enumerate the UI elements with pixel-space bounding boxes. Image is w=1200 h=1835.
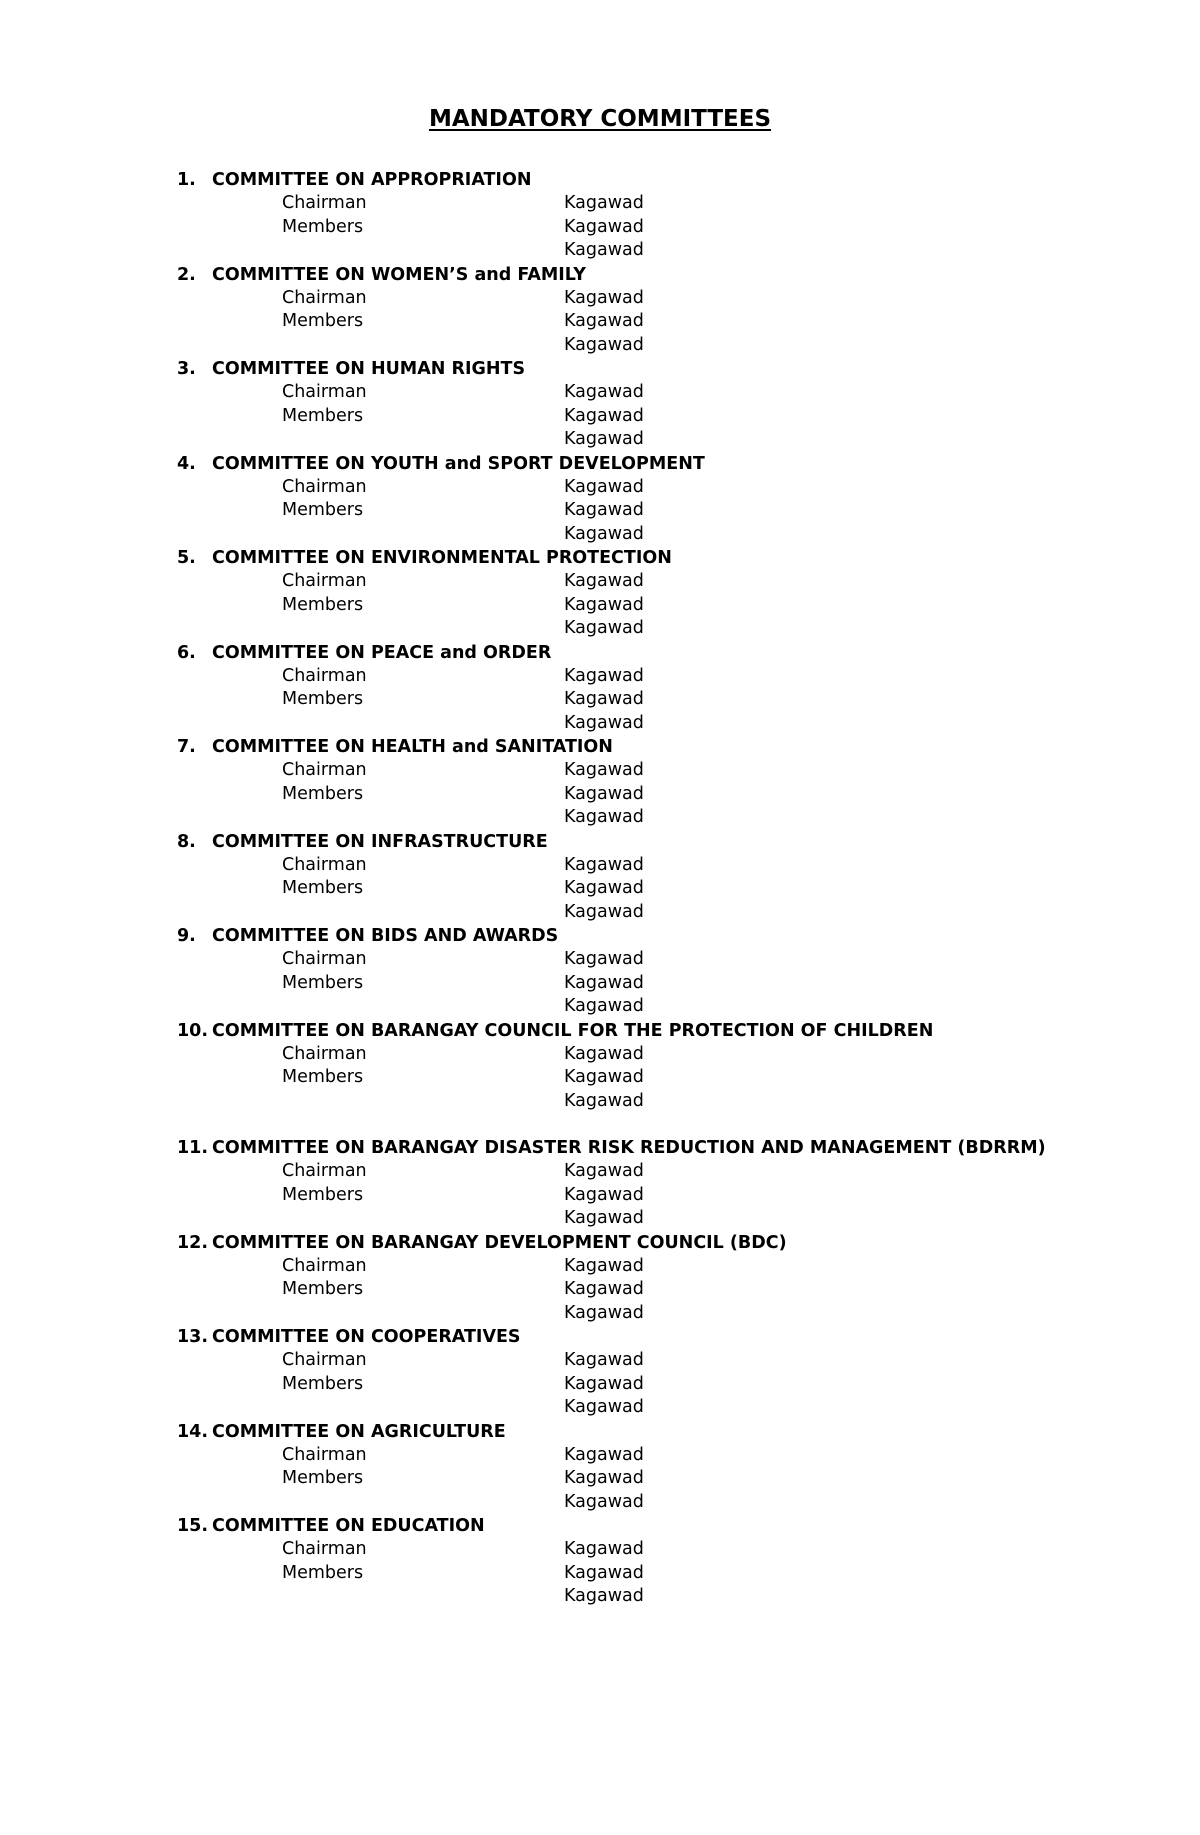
role-label: Chairman — [282, 571, 367, 591]
committee-heading — [177, 1514, 1137, 1538]
committee-name: COMMITTEE ON PEACE and ORDER — [212, 642, 552, 663]
role-row — [177, 806, 1137, 830]
committee-heading — [177, 641, 1137, 665]
committee-number: 8. — [177, 831, 196, 852]
role-row — [177, 877, 1137, 901]
role-label: Members — [282, 878, 364, 898]
role-label: Members — [282, 405, 364, 426]
committee-list — [177, 168, 1137, 1609]
member-value: Kagawad — [564, 1491, 644, 1512]
member-value: Kagawad — [564, 878, 644, 898]
role-row — [177, 1373, 1137, 1397]
role-row — [177, 1585, 1137, 1609]
committee-heading — [177, 168, 1137, 192]
member-value: Kagawad — [564, 807, 644, 827]
member-value: Kagawad — [564, 1468, 644, 1488]
member-value: Kagawad — [564, 1539, 644, 1559]
committee-number: 7. — [177, 737, 196, 757]
role-row — [177, 1538, 1137, 1562]
page-title: MANDATORY COMMITTEES — [428, 106, 772, 132]
member-value: Kagawad — [564, 1043, 644, 1064]
role-row — [177, 594, 1137, 618]
committee-heading — [177, 830, 1137, 854]
committee-item — [177, 1325, 1137, 1420]
member-value: Kagawad — [564, 476, 644, 497]
member-value: Kagawad — [564, 1184, 644, 1205]
role-row — [177, 617, 1137, 641]
member-value: Kagawad — [564, 1397, 644, 1417]
role-label: Chairman — [282, 665, 367, 686]
member-value: Kagawad — [564, 193, 644, 213]
committee-item — [177, 1136, 1137, 1231]
role-row — [177, 1302, 1137, 1326]
member-value: Kagawad — [564, 901, 644, 922]
member-value: Kagawad — [564, 1302, 644, 1323]
committee-item — [177, 168, 1137, 263]
role-label: Members — [282, 500, 364, 520]
role-row — [177, 381, 1137, 405]
member-value: Kagawad — [564, 1067, 644, 1087]
member-value: Kagawad — [564, 760, 644, 780]
role-row — [177, 972, 1137, 996]
committee-name: COMMITTEE ON AGRICULTURE — [212, 1421, 506, 1442]
member-value: Kagawad — [564, 972, 644, 993]
role-label: Chairman — [282, 1539, 367, 1559]
committee-item — [177, 263, 1137, 358]
role-row — [177, 1043, 1137, 1067]
role-row — [177, 854, 1137, 878]
role-row — [177, 1396, 1137, 1420]
committee-item — [177, 830, 1137, 925]
role-row — [177, 287, 1137, 311]
committee-item — [177, 546, 1137, 641]
role-row — [177, 499, 1137, 523]
role-row — [177, 523, 1137, 547]
committee-item — [177, 641, 1137, 736]
role-row — [177, 1255, 1137, 1279]
committee-name: COMMITTEE ON COOPERATIVES — [212, 1327, 521, 1347]
role-row — [177, 901, 1137, 925]
member-value: Kagawad — [564, 1090, 644, 1111]
role-label: Members — [282, 783, 364, 804]
role-row — [177, 1184, 1137, 1208]
committee-heading — [177, 452, 1137, 476]
committee-name: COMMITTEE ON BARANGAY COUNCIL FOR THE PROTECTION OF CHILDREN — [212, 1020, 934, 1041]
committee-name: COMMITTEE ON BARANGAY DEVELOPMENT COUNCIL (BDC) — [212, 1232, 787, 1253]
role-label: Members — [282, 311, 364, 331]
member-value: Kagawad — [564, 1562, 644, 1583]
member-value: Kagawad — [564, 216, 644, 237]
committee-heading — [177, 1420, 1137, 1444]
committee-name: COMMITTEE ON WOMEN’S and FAMILY — [212, 264, 586, 285]
committee-number: 4. — [177, 453, 196, 474]
role-row — [177, 428, 1137, 452]
role-row — [177, 665, 1137, 689]
role-row — [177, 1278, 1137, 1302]
role-row — [177, 570, 1137, 594]
member-value: Kagawad — [564, 1586, 644, 1606]
committee-number: 9. — [177, 926, 196, 946]
member-value: Kagawad — [564, 1350, 644, 1370]
committee-number: 1. — [177, 170, 196, 190]
role-label: Members — [282, 1562, 364, 1583]
role-row — [177, 1160, 1137, 1184]
committee-heading — [177, 263, 1137, 287]
role-label: Chairman — [282, 854, 367, 875]
role-label: Members — [282, 1067, 364, 1087]
member-value: Kagawad — [564, 311, 644, 331]
member-value: Kagawad — [564, 594, 644, 615]
role-row — [177, 310, 1137, 334]
role-label: Chairman — [282, 1043, 367, 1064]
role-row — [177, 948, 1137, 972]
member-value: Kagawad — [564, 1279, 644, 1299]
role-row — [177, 192, 1137, 216]
committee-item — [177, 1514, 1137, 1609]
member-value: Kagawad — [564, 712, 644, 733]
committee-heading — [177, 546, 1137, 570]
role-label: Chairman — [282, 1350, 367, 1370]
role-row — [177, 1562, 1137, 1586]
member-value: Kagawad — [564, 240, 644, 260]
role-label: Members — [282, 1468, 364, 1488]
member-value: Kagawad — [564, 1208, 644, 1228]
committee-number: 3. — [177, 359, 196, 379]
committee-name: COMMITTEE ON HUMAN RIGHTS — [212, 359, 526, 379]
committee-number: 6. — [177, 642, 196, 663]
member-value: Kagawad — [564, 854, 644, 875]
role-row — [177, 334, 1137, 358]
committee-item — [177, 452, 1137, 547]
role-label: Members — [282, 1184, 364, 1205]
committee-name: COMMITTEE ON BARANGAY DISASTER RISK REDUCTION AND MANAGEMENT (BDRRM) — [212, 1138, 1046, 1158]
committee-heading — [177, 1019, 1137, 1043]
committee-heading — [177, 1325, 1137, 1349]
committee-item — [177, 924, 1137, 1019]
committee-item — [177, 735, 1137, 830]
role-row — [177, 688, 1137, 712]
committee-name: COMMITTEE ON APPROPRIATION — [212, 170, 532, 190]
role-row — [177, 759, 1137, 783]
member-value: Kagawad — [564, 949, 644, 969]
role-label: Chairman — [282, 949, 367, 969]
committee-item — [177, 1019, 1137, 1114]
committee-item — [177, 357, 1137, 452]
member-value: Kagawad — [564, 571, 644, 591]
committee-name: COMMITTEE ON EDUCATION — [212, 1516, 485, 1536]
committee-item — [177, 1420, 1137, 1515]
member-value: Kagawad — [564, 405, 644, 426]
member-value: Kagawad — [564, 523, 644, 544]
committee-name: COMMITTEE ON ENVIRONMENTAL PROTECTION — [212, 548, 672, 568]
role-row — [177, 216, 1137, 240]
role-row — [177, 1467, 1137, 1491]
role-row — [177, 712, 1137, 736]
member-value: Kagawad — [564, 665, 644, 686]
member-value: Kagawad — [564, 689, 644, 709]
role-label: Chairman — [282, 1255, 367, 1276]
role-label: Chairman — [282, 1161, 367, 1181]
committee-number: 12. — [177, 1232, 209, 1253]
committee-number: 11. — [177, 1138, 209, 1158]
role-label: Members — [282, 1279, 364, 1299]
role-row — [177, 1444, 1137, 1468]
member-value: Kagawad — [564, 618, 644, 638]
committee-number: 14. — [177, 1421, 209, 1442]
committee-name: COMMITTEE ON BIDS AND AWARDS — [212, 926, 559, 946]
role-row — [177, 405, 1137, 429]
role-row — [177, 476, 1137, 500]
committee-heading — [177, 1136, 1137, 1160]
role-row — [177, 1491, 1137, 1515]
role-label: Chairman — [282, 382, 367, 402]
committee-heading — [177, 735, 1137, 759]
role-row — [177, 783, 1137, 807]
committee-name: COMMITTEE ON HEALTH and SANITATION — [212, 737, 613, 757]
role-label: Chairman — [282, 760, 367, 780]
committee-number: 15. — [177, 1516, 209, 1536]
committee-heading — [177, 357, 1137, 381]
role-label: Chairman — [282, 476, 367, 497]
role-row — [177, 1066, 1137, 1090]
committee-name: COMMITTEE ON YOUTH and SPORT DEVELOPMENT — [212, 453, 705, 474]
role-label: Chairman — [282, 193, 367, 213]
role-row — [177, 995, 1137, 1019]
member-value: Kagawad — [564, 1373, 644, 1394]
role-row — [177, 239, 1137, 263]
committee-number: 2. — [177, 264, 196, 285]
role-row — [177, 1090, 1137, 1114]
member-value: Kagawad — [564, 783, 644, 804]
member-value: Kagawad — [564, 1161, 644, 1181]
committee-name: COMMITTEE ON INFRASTRUCTURE — [212, 831, 548, 852]
committee-heading — [177, 1231, 1137, 1255]
role-label: Members — [282, 216, 364, 237]
role-label: Chairman — [282, 1444, 367, 1465]
member-value: Kagawad — [564, 996, 644, 1016]
committee-heading — [177, 924, 1137, 948]
committee-number: 10. — [177, 1020, 209, 1041]
committee-number: 5. — [177, 548, 196, 568]
role-row — [177, 1207, 1137, 1231]
member-value: Kagawad — [564, 382, 644, 402]
member-value: Kagawad — [564, 334, 644, 355]
role-label: Members — [282, 594, 364, 615]
role-row — [177, 1349, 1137, 1373]
member-value: Kagawad — [564, 500, 644, 520]
member-value: Kagawad — [564, 1255, 644, 1276]
role-label: Members — [282, 1373, 364, 1394]
committee-number: 13. — [177, 1327, 209, 1347]
member-value: Kagawad — [564, 429, 644, 449]
role-label: Members — [282, 972, 364, 993]
committee-item — [177, 1231, 1137, 1326]
member-value: Kagawad — [564, 287, 644, 308]
member-value: Kagawad — [564, 1444, 644, 1465]
role-label: Chairman — [282, 287, 367, 308]
role-label: Members — [282, 689, 364, 709]
